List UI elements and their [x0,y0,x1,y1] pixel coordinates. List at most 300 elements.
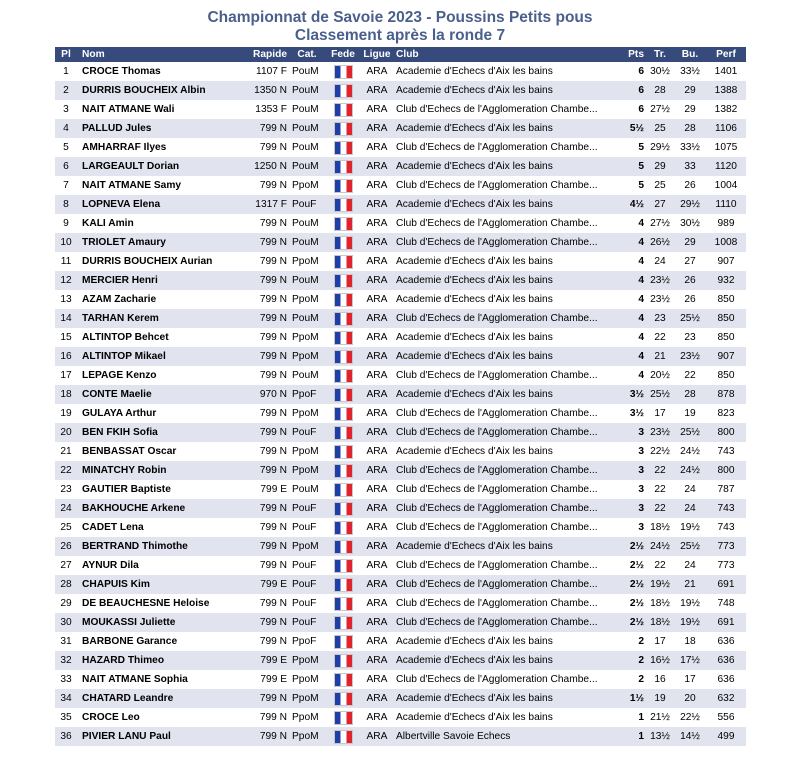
buchholz-cell: 29 [684,85,696,96]
performance-cell: 823 [717,408,735,419]
buchholz-cell: 23½ [680,351,700,362]
points-cell: 4 [638,313,644,324]
buchholz-cell: 28 [684,123,696,134]
france-flag-icon [334,654,353,668]
performance-cell: 1388 [714,85,738,96]
player-name-link[interactable]: DURRIS BOUCHEIX Albin [82,85,206,96]
table-row [55,138,746,157]
rapid-rating-cell: 799 N [259,370,287,381]
header-fede[interactable]: Fede [331,49,355,60]
club-cell: Academie d'Echecs d'Aix les bains [396,332,553,343]
table-row [55,442,746,461]
league-cell: ARA [366,313,388,324]
league-cell: ARA [366,180,388,191]
points-cell: 4 [638,218,644,229]
player-name-link[interactable]: MERCIER Henri [82,275,158,286]
federation-cell [325,689,361,708]
league-cell: ARA [366,123,388,134]
category-cell: PouM [292,484,319,495]
points-cell: 1 [638,712,644,723]
category-cell: PouM [292,370,319,381]
rapid-rating-cell: 799 N [259,731,287,742]
france-flag-icon [334,217,353,231]
points-cell: 2½ [629,617,644,628]
league-cell: ARA [366,503,388,514]
table-row [55,518,746,537]
player-name-link[interactable]: GULAYA Arthur [82,408,157,419]
buchholz-cell: 24½ [680,465,700,476]
tiebreak-tr-cell: 23 [654,313,666,324]
rapid-rating-cell: 799 N [259,427,287,438]
league-cell: ARA [366,161,388,172]
category-cell: PpoM [292,294,319,305]
performance-cell: 800 [717,465,735,476]
header-perf[interactable]: Perf [716,49,736,60]
rank-cell: 11 [60,256,72,267]
federation-cell [325,366,361,385]
category-cell: PpoM [292,180,319,191]
federation-cell [325,594,361,613]
rapid-rating-cell: 799 N [259,712,287,723]
france-flag-icon [334,521,353,535]
federation-cell [325,62,361,81]
federation-cell [325,214,361,233]
table-row [55,689,746,708]
rank-cell: 17 [60,370,72,381]
rank-cell: 9 [63,218,69,229]
league-cell: ARA [366,731,388,742]
france-flag-icon [334,65,353,79]
france-flag-icon [334,160,353,174]
federation-cell [325,271,361,290]
category-cell: PpoM [292,465,319,476]
rank-cell: 21 [60,446,72,457]
rank-cell: 33 [60,674,72,685]
category-cell: PouM [292,104,319,115]
header-pts[interactable]: Pts [628,49,644,60]
france-flag-icon [334,255,353,269]
league-cell: ARA [366,85,388,96]
tiebreak-tr-cell: 25 [654,180,666,191]
table-row [55,670,746,689]
category-cell: PouF [292,503,317,514]
federation-cell [325,290,361,309]
player-name-link[interactable]: TARHAN Kerem [82,313,159,324]
points-cell: 2½ [629,579,644,590]
club-cell: Club d'Echecs de l'Agglomeration Chambe... [396,465,598,476]
player-name-link[interactable]: NAIT ATMANE Samy [82,180,182,191]
france-flag-icon [334,312,353,326]
player-name-link[interactable]: NAIT ATMANE Wali [82,104,175,115]
category-cell: PouF [292,522,317,533]
table-row [55,100,746,119]
buchholz-cell: 26 [684,180,696,191]
tiebreak-tr-cell: 26½ [650,237,670,248]
category-cell: PpoM [292,256,319,267]
category-cell: PpoM [292,712,319,723]
player-name-link[interactable]: BENBASSAT Oscar [82,446,177,457]
league-cell: ARA [366,560,388,571]
club-cell: Albertville Savoie Echecs [396,731,511,742]
points-cell: 1 [638,731,644,742]
performance-cell: 1382 [714,104,738,115]
league-cell: ARA [366,674,388,685]
rapid-rating-cell: 799 N [259,617,287,628]
points-cell: 4 [638,275,644,286]
performance-cell: 907 [717,351,735,362]
federation-cell [325,575,361,594]
page-header [0,0,800,45]
header-tr[interactable]: Tr. [654,49,666,60]
france-flag-icon [334,635,353,649]
points-cell: 5 [638,180,644,191]
points-cell: 5 [638,142,644,153]
player-name-link[interactable]: NAIT ATMANE Sophia [82,674,188,685]
player-name-link[interactable]: LARGEAULT Dorian [82,161,180,172]
federation-cell [325,233,361,252]
player-name-link[interactable]: LEPAGE Kenzo [82,370,157,381]
tiebreak-tr-cell: 19 [654,693,666,704]
france-flag-icon [334,540,353,554]
league-cell: ARA [366,693,388,704]
rank-cell: 36 [60,731,72,742]
table-row [55,708,746,727]
buchholz-cell: 33½ [680,142,700,153]
performance-cell: 499 [717,731,735,742]
club-cell: Club d'Echecs de l'Agglomeration Chambe... [396,104,598,115]
club-cell: Academie d'Echecs d'Aix les bains [396,712,553,723]
category-cell: PouM [292,161,319,172]
performance-cell: 787 [717,484,735,495]
france-flag-icon [334,426,353,440]
rank-cell: 34 [60,693,72,704]
tiebreak-tr-cell: 29½ [650,142,670,153]
league-cell: ARA [366,389,388,400]
buchholz-cell: 24 [684,484,696,495]
player-name-link[interactable]: BERTRAND Thimothe [82,541,188,552]
points-cell: 3 [638,465,644,476]
table-row [55,594,746,613]
points-cell: 3 [638,484,644,495]
performance-cell: 556 [717,712,735,723]
rank-cell: 2 [63,85,69,96]
points-cell: 3½ [629,408,644,419]
header-nom[interactable]: Nom [82,49,105,60]
rapid-rating-cell: 799 N [259,275,287,286]
table-header-row [55,47,746,62]
league-cell: ARA [366,636,388,647]
france-flag-icon [334,84,353,98]
league-cell: ARA [366,218,388,229]
rapid-rating-cell: 1107 F [256,66,287,77]
points-cell: 6 [638,66,644,77]
performance-cell: 743 [717,503,735,514]
category-cell: PouM [292,275,319,286]
federation-cell [325,537,361,556]
federation-cell [325,138,361,157]
rapid-rating-cell: 1250 N [254,161,287,172]
category-cell: PouM [292,237,319,248]
player-name-link[interactable]: DE BEAUCHESNE Heloise [82,598,210,609]
player-name-link[interactable]: HAZARD Thimeo [82,655,165,666]
player-name-link[interactable]: MOUKASSI Juliette [82,617,176,628]
player-name-link[interactable]: LOPNEVA Elena [82,199,161,210]
tiebreak-tr-cell: 22 [654,332,666,343]
tiebreak-tr-cell: 27½ [650,104,670,115]
player-name-link[interactable]: ALTINTOP Mikael [82,351,166,362]
player-name-link[interactable]: MINATCHY Robin [82,465,167,476]
federation-cell [325,518,361,537]
buchholz-cell: 19½ [680,598,700,609]
header-cat[interactable]: Cat. [297,49,317,60]
rank-cell: 26 [60,541,72,552]
category-cell: PouF [292,579,317,590]
france-flag-icon [334,198,353,212]
rapid-rating-cell: 799 N [259,218,287,229]
rapid-rating-cell: 799 E [260,579,287,590]
performance-cell: 850 [717,294,735,305]
table-row [55,366,746,385]
rank-cell: 35 [60,712,72,723]
performance-cell: 691 [717,579,735,590]
table-row [55,632,746,651]
player-name-link[interactable]: CHAPUIS Kim [82,579,150,590]
points-cell: 4 [638,370,644,381]
buchholz-cell: 26 [684,294,696,305]
tiebreak-tr-cell: 25 [654,123,666,134]
player-name-link[interactable]: AYNUR Dila [82,560,139,571]
club-cell: Club d'Echecs de l'Agglomeration Chambe... [396,427,598,438]
league-cell: ARA [366,522,388,533]
category-cell: PouF [292,617,317,628]
player-name-link[interactable]: AMHARRAF Ilyes [82,142,167,153]
table-row [55,423,746,442]
rapid-rating-cell: 799 N [259,180,287,191]
club-cell: Club d'Echecs de l'Agglomeration Chambe... [396,503,598,514]
tiebreak-tr-cell: 13½ [650,731,670,742]
france-flag-icon [334,122,353,136]
category-cell: PpoM [292,351,319,362]
tiebreak-tr-cell: 25½ [650,389,670,400]
tiebreak-tr-cell: 16½ [650,655,670,666]
points-cell: 2½ [629,598,644,609]
category-cell: PpoM [292,541,319,552]
league-cell: ARA [366,427,388,438]
rapid-rating-cell: 799 N [259,446,287,457]
performance-cell: 850 [717,370,735,381]
performance-cell: 748 [717,598,735,609]
points-cell: 4 [638,294,644,305]
league-cell: ARA [366,712,388,723]
buchholz-cell: 23 [684,332,696,343]
player-name-link[interactable]: AZAM Zacharie [82,294,157,305]
player-name-link[interactable]: BAKHOUCHE Arkene [82,503,186,514]
buchholz-cell: 19 [684,408,696,419]
tiebreak-tr-cell: 17 [654,636,666,647]
category-cell: PpoM [292,446,319,457]
player-name-link[interactable]: CROCE Thomas [82,66,161,77]
performance-cell: 1106 [715,123,737,134]
club-cell: Club d'Echecs de l'Agglomeration Chambe... [396,598,598,609]
table-row [55,461,746,480]
performance-cell: 773 [717,560,735,571]
buchholz-cell: 19½ [680,522,700,533]
performance-cell: 1004 [714,180,738,191]
rapid-rating-cell: 1317 F [255,199,287,210]
league-cell: ARA [366,332,388,343]
category-cell: PpoF [292,636,317,647]
tiebreak-tr-cell: 23½ [650,275,670,286]
buchholz-cell: 19½ [680,617,700,628]
header-rapide[interactable]: Rapide [253,49,287,60]
standings-body [55,62,746,746]
points-cell: 2 [638,655,644,666]
performance-cell: 636 [717,655,735,666]
tiebreak-tr-cell: 27 [654,199,666,210]
table-row [55,119,746,138]
performance-cell: 932 [717,275,735,286]
points-cell: 5½ [629,123,644,134]
player-name-link[interactable]: KALI Amin [82,218,134,229]
federation-cell [325,385,361,404]
france-flag-icon [334,350,353,364]
france-flag-icon [334,236,353,250]
federation-cell [325,119,361,138]
france-flag-icon [334,293,353,307]
rank-cell: 29 [60,598,72,609]
rank-cell: 10 [60,237,72,248]
tiebreak-tr-cell: 24 [654,256,666,267]
table-row [55,404,746,423]
table-row [55,233,746,252]
rank-cell: 23 [60,484,72,495]
player-name-link[interactable]: PIVIER LANU Paul [82,731,171,742]
header-club[interactable]: Club [396,49,419,60]
player-name-link[interactable]: BARBONE Garance [82,636,178,647]
buchholz-cell: 27 [684,256,696,267]
table-row [55,157,746,176]
club-cell: Academie d'Echecs d'Aix les bains [396,85,553,96]
tiebreak-tr-cell: 23½ [650,294,670,305]
table-row [55,309,746,328]
performance-cell: 691 [717,617,735,628]
table-row [55,556,746,575]
buchholz-cell: 20 [684,693,696,704]
buchholz-cell: 18 [684,636,696,647]
buchholz-cell: 22½ [680,712,700,723]
rapid-rating-cell: 799 E [260,674,287,685]
points-cell: 2½ [629,560,644,571]
league-cell: ARA [366,465,388,476]
player-name-link[interactable]: PALLUD Jules [82,123,152,134]
federation-cell [325,708,361,727]
rank-cell: 1 [63,66,69,77]
rapid-rating-cell: 1350 N [254,85,287,96]
tiebreak-tr-cell: 20½ [650,370,670,381]
player-name-link[interactable]: CONTE Maelie [82,389,152,400]
header-ligue[interactable]: Ligue [363,49,391,60]
league-cell: ARA [366,275,388,286]
player-name-link[interactable]: TRIOLET Amaury [82,237,166,248]
league-cell: ARA [366,655,388,666]
buchholz-cell: 22 [684,370,696,381]
table-row [55,176,746,195]
federation-cell [325,195,361,214]
performance-cell: 800 [717,427,735,438]
federation-cell [325,632,361,651]
points-cell: 1½ [629,693,644,704]
player-name-link[interactable]: BEN FKIH Sofia [82,427,158,438]
rank-cell: 19 [60,408,72,419]
player-name-link[interactable]: ALTINTOP Behcet [82,332,169,343]
header-pl[interactable]: Pl [61,49,71,60]
rapid-rating-cell: 970 N [259,389,287,400]
club-cell: Club d'Echecs de l'Agglomeration Chambe... [396,180,598,191]
rapid-rating-cell: 1353 F [255,104,287,115]
club-cell: Club d'Echecs de l'Agglomeration Chambe... [396,142,598,153]
rank-cell: 15 [60,332,72,343]
rank-cell: 18 [60,389,72,400]
federation-cell [325,670,361,689]
performance-cell: 989 [717,218,735,229]
club-cell: Academie d'Echecs d'Aix les bains [396,275,553,286]
rapid-rating-cell: 799 N [259,237,287,248]
tiebreak-tr-cell: 27½ [650,218,670,229]
category-cell: PpoM [292,731,319,742]
league-cell: ARA [366,199,388,210]
federation-cell [325,404,361,423]
rank-cell: 22 [60,465,72,476]
club-cell: Academie d'Echecs d'Aix les bains [396,636,553,647]
player-name-link[interactable]: CHATARD Leandre [82,693,174,704]
france-flag-icon [334,141,353,155]
federation-cell [325,651,361,670]
rank-cell: 30 [60,617,72,628]
performance-cell: 636 [717,674,735,685]
club-cell: Academie d'Echecs d'Aix les bains [396,199,553,210]
league-cell: ARA [366,104,388,115]
federation-cell [325,613,361,632]
league-cell: ARA [366,66,388,77]
federation-cell [325,556,361,575]
performance-cell: 878 [717,389,735,400]
buchholz-cell: 25½ [680,541,700,552]
france-flag-icon [334,597,353,611]
performance-cell: 1120 [715,161,737,172]
rapid-rating-cell: 799 N [259,332,287,343]
france-flag-icon [334,711,353,725]
league-cell: ARA [366,598,388,609]
standings-table [55,47,746,746]
club-cell: Academie d'Echecs d'Aix les bains [396,161,553,172]
buchholz-cell: 28 [684,389,696,400]
category-cell: PouF [292,199,317,210]
player-name-link[interactable]: CROCE Leo [82,712,140,723]
points-cell: 3½ [629,389,644,400]
federation-cell [325,423,361,442]
club-cell: Academie d'Echecs d'Aix les bains [396,693,553,704]
category-cell: PouF [292,560,317,571]
tiebreak-tr-cell: 22 [654,560,666,571]
player-name-link[interactable]: DURRIS BOUCHEIX Aurian [82,256,213,267]
rapid-rating-cell: 799 N [259,351,287,362]
performance-cell: 850 [717,332,735,343]
player-name-link[interactable]: GAUTIER Baptiste [82,484,171,495]
france-flag-icon [334,559,353,573]
header-bu[interactable]: Bu. [681,49,699,60]
player-name-link[interactable]: CADET Lena [82,522,144,533]
rank-cell: 12 [60,275,72,286]
